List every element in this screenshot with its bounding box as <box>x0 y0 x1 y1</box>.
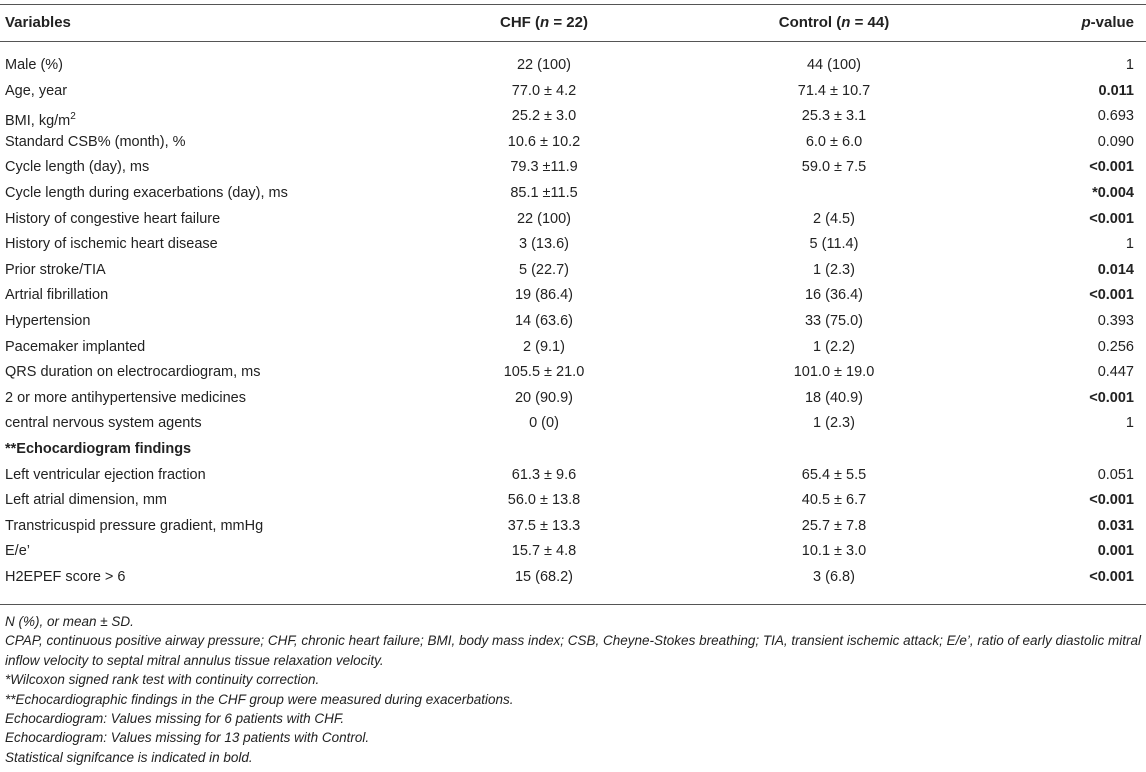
cell-control: 44 (100) <box>806 57 861 73</box>
cell-chf: 2 (9.1) <box>523 338 565 355</box>
table-row <box>0 130 1146 156</box>
cell-p-value: 0.031 <box>1097 517 1134 534</box>
cell-variable-text: Age, year <box>5 82 68 99</box>
table-row <box>0 360 1146 386</box>
table-row <box>0 539 1146 565</box>
table-top-rule <box>0 4 1146 5</box>
cell-control: 3 (6.8) <box>813 568 855 585</box>
cell-variable-text: Standard CSB% (month), % <box>5 133 186 150</box>
cell-control: 65.4 ± 5.5 <box>801 466 867 483</box>
cell-control: 1 (2.3) <box>813 261 855 278</box>
cell-variable-superscript: 2 <box>70 111 76 123</box>
cell-variable-text: Hypertension <box>5 312 91 329</box>
table-row <box>0 335 1146 361</box>
header-control <box>734 9 934 37</box>
cell-p-value: 0.014 <box>1097 261 1134 278</box>
cell-variable <box>5 437 191 463</box>
table-row <box>0 463 1146 489</box>
cell-chf: 37.5 ± 13.3 <box>507 517 581 534</box>
table-row <box>0 488 1146 514</box>
table-row <box>0 411 1146 437</box>
cell-chf: 19 (86.4) <box>514 287 574 304</box>
table-header-rule <box>0 41 1146 42</box>
cell-variable <box>5 514 263 540</box>
cell-p-value: 0.011 <box>1098 82 1134 99</box>
cell-chf: 22 (100) <box>516 210 571 227</box>
cell-p-value: *0.004 <box>1092 184 1134 201</box>
cell-variable <box>5 488 167 514</box>
cell-control: 71.4 ± 10.7 <box>797 82 871 99</box>
cell-variable-text: Male (%) <box>5 57 64 73</box>
table-row <box>0 386 1146 412</box>
cell-variable-text: 2 or more antihypertensive medicines <box>5 389 246 406</box>
footnote: *Wilcoxon signed rank test with continuity correction. <box>5 672 320 688</box>
cell-chf: 79.3 ±11.9 <box>510 159 578 176</box>
table-row <box>0 104 1146 130</box>
cell-chf: 22 (100) <box>516 57 571 73</box>
cell-p-value: <0.001 <box>1089 159 1134 176</box>
cell-control: 2 (4.5) <box>813 210 855 227</box>
cell-variable <box>5 155 149 181</box>
cell-variable <box>5 386 246 412</box>
cell-control: 1 (2.2) <box>813 338 855 355</box>
cell-variable <box>5 79 67 105</box>
cell-variable-text: History of ischemic heart disease <box>5 236 218 253</box>
cell-control: 10.1 ± 3.0 <box>801 543 867 560</box>
table-row <box>0 155 1146 181</box>
cell-chf: 0 (0) <box>529 415 559 432</box>
footnote: CPAP, continuous positive airway pressure; CHF, chronic heart failure; BMI, body mass index; CSB, Cheyne-Stokes breathing; TIA, transient ischemic attack; E/e’, ratio of early diastolic mitral inflow velocity to septal mitral annulus tissue relaxation velocity. <box>5 633 1141 668</box>
cell-p-value: 1 <box>1125 415 1134 432</box>
table-row <box>0 207 1146 233</box>
cell-chf: 3 (13.6) <box>519 236 569 253</box>
cell-variable-text: Left ventricular ejection fraction <box>5 466 206 483</box>
cell-variable-text: E/e’ <box>5 543 30 560</box>
cell-p-value: 0.051 <box>1097 466 1134 483</box>
header-chf-label: CHF <box>500 14 531 31</box>
cell-variable <box>5 411 202 437</box>
cell-control: 1 (2.3) <box>813 415 855 432</box>
cell-variable <box>5 360 260 386</box>
table-row <box>0 258 1146 284</box>
cell-chf: 15 (68.2) <box>514 568 574 585</box>
table-row <box>0 565 1146 591</box>
cell-chf: 56.0 ± 13.8 <box>507 492 581 509</box>
cell-p-value: <0.001 <box>1089 568 1134 585</box>
cell-chf: 85.1 ±11.5 <box>510 184 578 201</box>
cell-p-value: 0.393 <box>1097 312 1134 329</box>
cell-variable-text: QRS duration on electrocardiogram, ms <box>5 364 261 381</box>
cell-variable-text: Transtricuspid pressure gradient, mmHg <box>5 517 264 534</box>
cell-control: 101.0 ± 19.0 <box>793 364 875 381</box>
cell-p-value: <0.001 <box>1089 210 1134 227</box>
cell-chf: 61.3 ± 9.6 <box>511 466 577 483</box>
table-row <box>0 79 1146 105</box>
cell-variable-text: Left atrial dimension, mm <box>5 492 167 509</box>
footnote: **Echocardiographic findings in the CHF group were measured during exacerbations. <box>5 691 514 707</box>
cell-p-value: <0.001 <box>1089 287 1134 304</box>
table-row <box>0 283 1146 309</box>
cell-control: 5 (11.4) <box>809 236 859 253</box>
cell-chf: 5 (22.7) <box>519 261 569 278</box>
cell-variable <box>5 335 145 361</box>
cell-chf: 10.6 ± 10.2 <box>507 133 581 150</box>
cell-variable-text: Cycle length (day), ms <box>5 159 150 176</box>
header-chf-n: (n = 22) <box>535 14 588 31</box>
cell-p-value: 0.090 <box>1097 133 1134 150</box>
header-variables: Variables <box>5 14 71 31</box>
cell-variable-text: Cycle length during exacerbations (day), ms <box>5 184 288 201</box>
footnote: Echocardiogram: Values missing for 13 patients with Control. <box>5 730 370 746</box>
table-header <box>0 9 1146 37</box>
cell-variable <box>5 283 108 309</box>
footnote: Echocardiogram: Values missing for 6 patients with CHF. <box>5 711 345 727</box>
header-chf <box>444 9 644 37</box>
footnote: N (%), or mean ± SD. <box>5 614 134 629</box>
table-row <box>0 514 1146 540</box>
cell-control: 59.0 ± 7.5 <box>801 159 867 176</box>
footnote: Statistical signifcance is indicated in bold. <box>5 749 253 765</box>
cell-variable-text: History of congestive heart failure <box>5 210 221 227</box>
header-control-label: Control <box>778 14 833 31</box>
table-footnotes <box>5 612 1141 767</box>
cell-variable <box>5 53 63 79</box>
cell-variable <box>5 463 206 489</box>
table-row <box>0 232 1146 258</box>
cell-p-value: 0.256 <box>1097 338 1134 355</box>
cell-variable <box>5 258 106 284</box>
cell-control: 25.3 ± 3.1 <box>801 108 867 125</box>
cell-chf: 105.5 ± 21.0 <box>503 364 585 381</box>
cell-variable <box>5 232 218 258</box>
cell-variable <box>5 207 220 233</box>
cell-control: 6.0 ± 6.0 <box>805 133 863 150</box>
cell-variable-text: BMI, kg/m <box>5 113 71 130</box>
cell-variable <box>5 181 288 207</box>
cell-control: 40.5 ± 6.7 <box>801 492 867 509</box>
cell-variable <box>5 565 125 591</box>
cell-variable-text: H2EPEF score > 6 <box>5 568 126 585</box>
cell-chf: 20 (90.9) <box>514 389 574 406</box>
cell-p-value: <0.001 <box>1089 492 1134 509</box>
cell-chf: 14 (63.6) <box>514 312 574 329</box>
cell-variable <box>5 309 90 335</box>
cell-variable <box>5 539 30 565</box>
cell-chf: 15.7 ± 4.8 <box>511 543 577 560</box>
cell-variable-text: Prior stroke/TIA <box>5 261 106 278</box>
cell-chf: 77.0 ± 4.2 <box>511 82 577 99</box>
cell-control: 33 (75.0) <box>804 312 864 329</box>
cell-p-value: 1 <box>1125 57 1134 73</box>
cell-variable-text: **Echocardiogram findings <box>5 440 192 457</box>
table-body <box>0 53 1146 590</box>
cell-control: 25.7 ± 7.8 <box>801 517 867 534</box>
table-row <box>0 309 1146 335</box>
cell-variable-text: Artrial fibrillation <box>5 287 109 304</box>
cell-variable-text: central nervous system agents <box>5 415 202 432</box>
header-p-value <box>1081 9 1134 37</box>
cell-p-value: <0.001 <box>1089 389 1134 406</box>
table-row <box>0 53 1146 79</box>
table-bottom-rule <box>0 604 1146 605</box>
cell-variable <box>5 130 186 156</box>
header-control-n: (n = 44) <box>836 14 890 31</box>
cell-p-value: 0.001 <box>1097 543 1134 560</box>
cell-variable-text: Pacemaker implanted <box>5 338 146 355</box>
cell-p-value: 1 <box>1125 236 1134 253</box>
header-p-prefix: p <box>1081 14 1091 31</box>
header-p-suffix: -value <box>1090 14 1134 31</box>
cell-control: 16 (36.4) <box>804 287 864 304</box>
cell-p-value: 0.693 <box>1097 108 1134 125</box>
cell-chf: 25.2 ± 3.0 <box>511 108 577 125</box>
table-row <box>0 437 1146 463</box>
table-row <box>0 181 1146 207</box>
cell-control: 18 (40.9) <box>804 389 864 406</box>
cell-p-value: 0.447 <box>1097 364 1134 381</box>
